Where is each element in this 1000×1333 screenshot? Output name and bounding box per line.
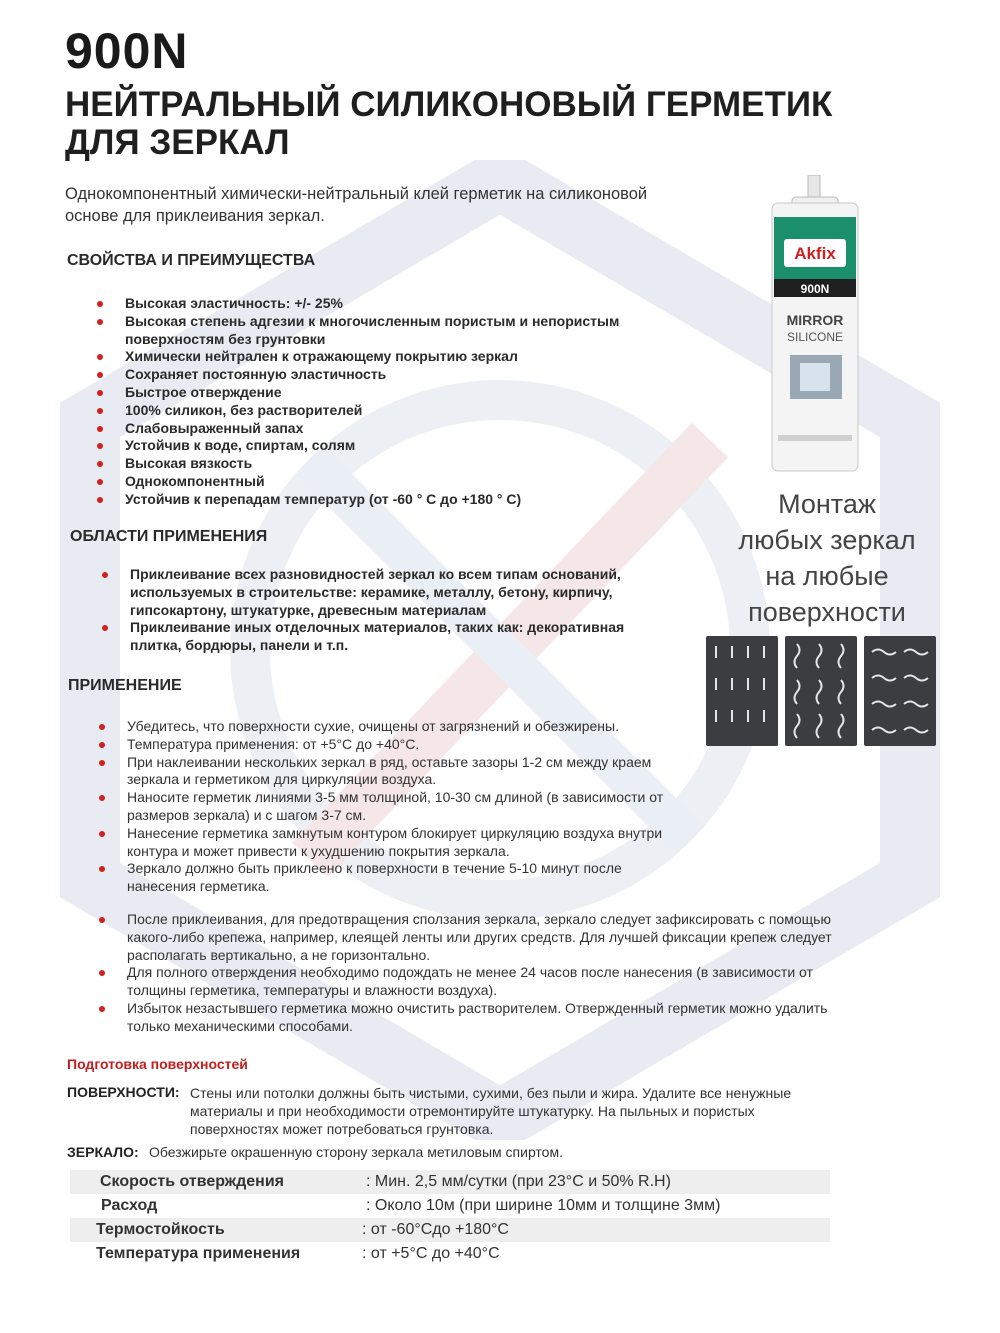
sample-wavy-horizontal [864, 636, 936, 746]
spec-value: : Мин. 2,5 мм/сутки (при 23°C и 50% R.H) [366, 1173, 671, 1190]
list-item: Приклеивание всех разновидностей зеркал ко всем типам оснований, используемых в строительстве: керамике, металлу, бетону, кирпичу, гипсокартону, штукатурке, древесным материалам [130, 566, 670, 619]
list-item: Высокая степень адгезии к многочисленным пористым и непористым поверхностям без грунтовки [125, 313, 705, 349]
list-item: Однокомпонентный [125, 473, 705, 491]
title-line-1: НЕЙТРАЛЬНЫЙ СИЛИКОНОВЫЙ ГЕРМЕТИК [65, 85, 833, 124]
spec-label: Расход [101, 1197, 158, 1214]
list-item: Высокая вязкость [125, 455, 705, 473]
list-item: Химически нейтрален к отражающему покрытию зеркал [125, 348, 705, 366]
list-item: Для полного отверждения необходимо подождать не менее 24 часов после нанесения (в зависимости от толщины герметика, температуры и влажности воздуха). [127, 964, 857, 1000]
application-heading: ПРИМЕНЕНИЕ [68, 677, 182, 694]
tube-name-line-2: SILICONE [786, 330, 844, 344]
spec-row [70, 1194, 830, 1218]
tube-code-text: 900N [800, 282, 830, 296]
spec-label: Скорость отверждения [100, 1173, 285, 1190]
specs-table [70, 1170, 830, 1266]
spec-row [70, 1242, 830, 1266]
spec-value: : Около 10м (при ширине 10мм и толщине 3мм) [366, 1197, 721, 1214]
intro-line-1: Однокомпонентный химически-нейтральный клей герметик на силиконовой [65, 185, 648, 203]
properties-heading: СВОЙСТВА И ПРЕИМУЩЕСТВА [67, 252, 316, 269]
mirror-label: ЗЕРКАЛО: [67, 1144, 139, 1160]
spec-value: : от -60°Cдо +180°C [362, 1221, 509, 1238]
preparation-heading: Подготовка поверхностей [67, 1056, 248, 1072]
list-item: Устойчив к воде, спиртам, солям [125, 437, 705, 455]
promo-line-3: на любые [765, 561, 889, 591]
title-line-2: ДЛЯ ЗЕРКАЛ [65, 123, 290, 162]
spec-row [70, 1170, 830, 1194]
application-list-b [127, 911, 857, 1036]
properties-list [125, 295, 705, 509]
promo-line-1: Монтаж [778, 489, 876, 519]
surfaces-text: Стены или потолки должны быть чистыми, сухими, без пыли и жира. Удалите все ненужные материалы и при необходимости отремонтируйте штукатурку. На пыльных и пористых поверхностях может потребоваться грунтовка. [190, 1085, 792, 1137]
list-item: Приклеивание иных отделочных материалов, таких как: декоративная плитка, бордюры, панели и т.п. [130, 619, 670, 655]
spec-label: Термостойкость [96, 1221, 225, 1238]
promo-text [712, 486, 942, 630]
list-item: Нанесение герметика замкнутым контуром блокирует циркуляцию воздуха внутри контура и может привести к ухудшению покрытия зеркала. [127, 825, 687, 861]
spec-label: Температура применения [96, 1245, 301, 1262]
areas-heading: ОБЛАСТИ ПРИМЕНЕНИЯ [70, 528, 268, 545]
list-item: Зеркало должно быть приклеено к поверхности в течение 5-10 минут после нанесения герметика. [127, 860, 687, 896]
product-tube-image [760, 175, 870, 475]
promo-line-2: любых зеркал [738, 525, 916, 555]
application-list-a [127, 718, 687, 896]
list-item: Высокая эластичность: +/- 25% [125, 295, 705, 313]
sample-wavy-vertical [785, 636, 857, 746]
promo-line-4: поверхности [748, 597, 906, 627]
list-item: Сохраняет постоянную эластичность [125, 366, 705, 384]
areas-list [130, 566, 670, 655]
mirror-text: Обезжирьте окрашенную сторону зеркала метиловым спиртом. [149, 1144, 563, 1160]
list-item: Температура применения: от +5°C до +40°C. [127, 736, 687, 754]
spec-row [70, 1218, 830, 1242]
tube-brand-text: Akfix [794, 244, 836, 263]
product-code: 900N [65, 23, 189, 79]
tube-name-line-1: MIRROR [786, 312, 844, 328]
page-title [65, 86, 885, 162]
list-item: Наносите герметик линиями 3-5 мм толщиной, 10-30 см длиной (в зависимости от размеров зеркала) и с шагом 3-7 см. [127, 789, 687, 825]
intro-line-2: основе для приклеивания зеркал. [65, 207, 325, 225]
list-item: Убедитесь, что поверхности сухие, очищены от загрязнений и обезжирены. [127, 718, 687, 736]
list-item: 100% силикон, без растворителей [125, 402, 705, 420]
list-item: Слабовыраженный запах [125, 420, 705, 438]
list-item: Устойчив к перепадам температур (от -60 ° C до +180 ° C) [125, 491, 705, 509]
intro-text [65, 183, 715, 227]
list-item: Быстрое отверждение [125, 384, 705, 402]
list-item: После приклеивания, для предотвращения сползания зеркала, зеркало следует зафиксировать с помощью какого-либо крепежа, например, клеящей ленты или других средств. Для лучшей фиксации крепеж следует располагать вертикально, а не горизонтально. [127, 911, 857, 964]
list-item: При наклеивании нескольких зеркал в ряд, оставьте зазоры 1-2 см между краем зеркала и герметиком для циркуляции воздуха. [127, 754, 687, 790]
surfaces-label: ПОВЕРХНОСТИ: [67, 1084, 180, 1100]
sample-vertical-lines [706, 636, 778, 746]
list-item: Избыток незастывшего герметика можно очистить растворителем. Отвержденный герметик можно удалить только механическими способами. [127, 1000, 857, 1036]
spec-value: : от +5°C до +40°C [362, 1245, 500, 1262]
